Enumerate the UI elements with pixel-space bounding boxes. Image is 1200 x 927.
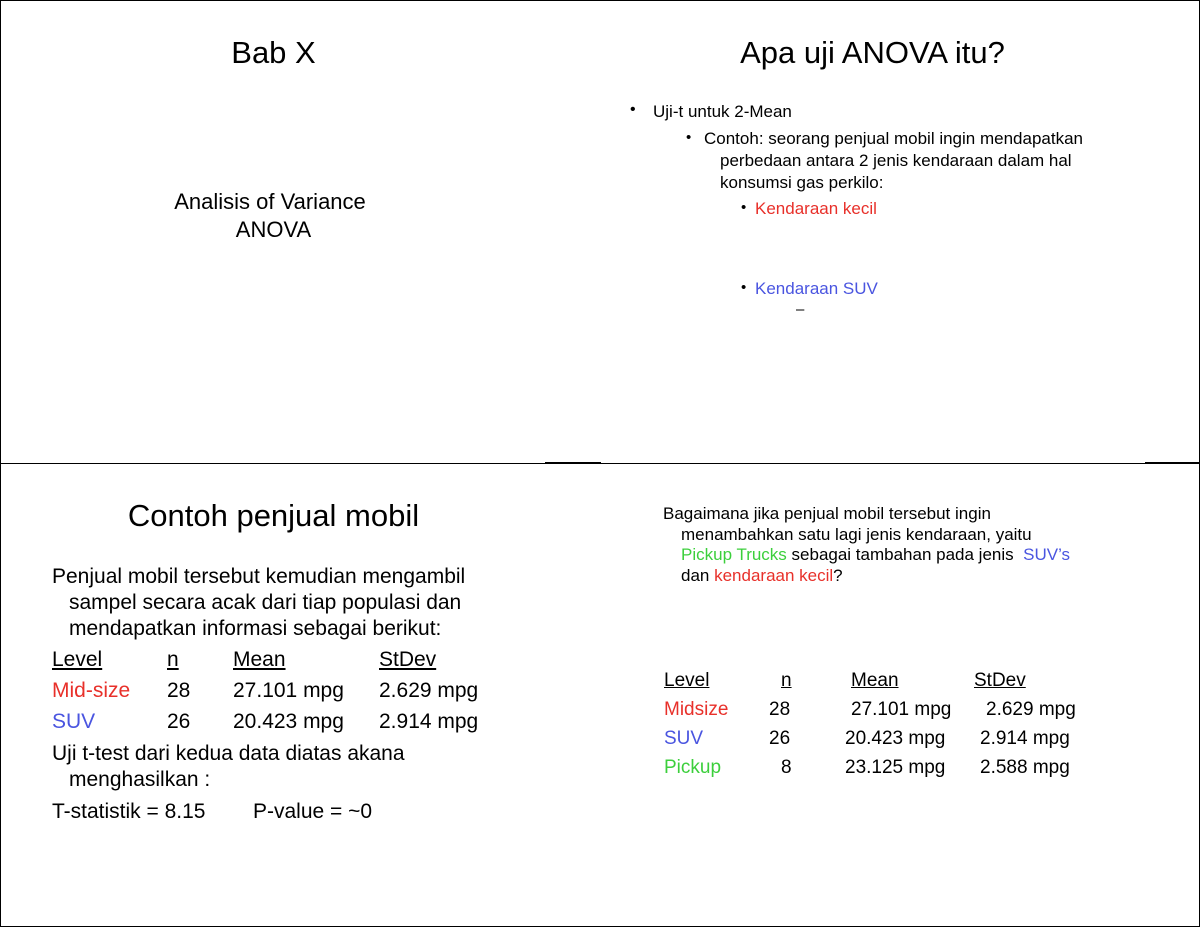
header-level: Level xyxy=(664,670,710,691)
row-mean: 27.101 mpg xyxy=(851,699,952,720)
slide-anova-intro xyxy=(600,0,1200,464)
question-mid-text: sebagai tambahan pada jenis xyxy=(786,545,1019,564)
suvs-text: SUV’s xyxy=(1023,545,1071,564)
dash: – xyxy=(796,301,805,318)
slide1-subtitle-1: Analisis of Variance xyxy=(174,189,366,214)
row-level: SUV xyxy=(52,710,96,733)
slide1-subtitle-2: ANOVA xyxy=(235,217,312,242)
row-stdev: 2.629 mpg xyxy=(379,679,479,702)
header-stdev: StDev xyxy=(974,670,1026,691)
slide3-title: Contoh penjual mobil xyxy=(127,498,420,533)
header-level: Level xyxy=(52,648,103,671)
intro-line-1: Penjual mobil tersebut kemudian mengambil xyxy=(52,565,466,588)
row-mean: 23.125 mpg xyxy=(845,757,946,778)
row-level: Midsize xyxy=(664,699,729,720)
intro-line-3: mendapatkan informasi sebagai berikut: xyxy=(69,617,442,640)
row-mean: 27.101 mpg xyxy=(233,679,344,702)
row-n: 28 xyxy=(167,679,191,702)
row-n: 28 xyxy=(769,699,791,720)
row-n: 26 xyxy=(769,728,791,749)
slide-title xyxy=(0,0,601,464)
bullet-uji-t: Uji-t untuk 2-Mean xyxy=(653,102,792,121)
dan-text: dan xyxy=(681,566,715,585)
slide-contoh xyxy=(0,463,601,927)
question-line-1: Bagaimana jika penjual mobil tersebut ingin xyxy=(663,504,991,523)
header-n: n xyxy=(167,648,179,671)
p-value: P-value = ~0 xyxy=(253,800,373,823)
bullet-glyph: • xyxy=(686,129,692,146)
row-stdev: 2.914 mpg xyxy=(980,728,1070,749)
bullet-glyph: • xyxy=(630,101,636,118)
row-stdev: 2.914 mpg xyxy=(379,710,479,733)
row-level: SUV xyxy=(664,728,704,749)
header-n: n xyxy=(781,670,792,691)
t-statistic: T-statistik = 8.15 xyxy=(52,800,206,823)
row-n: 8 xyxy=(781,757,792,778)
row-stdev: 2.629 mpg xyxy=(986,699,1076,720)
question-mark: ? xyxy=(833,566,843,585)
item-kendaraan-kecil: Kendaraan kecil xyxy=(755,199,877,218)
divider-line xyxy=(1145,462,1200,464)
test-line-1: Uji t-test dari kedua data diatas akana xyxy=(52,742,405,765)
row-mean: 20.423 mpg xyxy=(233,710,344,733)
question-line-3 xyxy=(681,545,1070,565)
slide-three-groups xyxy=(600,463,1200,927)
row-mean: 20.423 mpg xyxy=(845,728,946,749)
sub-bullet-line-1: Contoh: seorang penjual mobil ingin mendapatkan xyxy=(704,129,1083,148)
row-level: Pickup xyxy=(664,757,722,778)
intro-line-2: sampel secara acak dari tiap populasi dan xyxy=(69,591,462,614)
header-stdev: StDev xyxy=(379,648,437,671)
bullet-glyph: • xyxy=(741,279,747,296)
slide2-title: Apa uji ANOVA itu? xyxy=(740,35,1005,70)
divider-line xyxy=(545,462,601,464)
question-line-2: menambahkan satu lagi jenis kendaraan, yaitu xyxy=(681,525,1032,544)
row-level: Mid-size xyxy=(52,679,131,702)
kendaraan-kecil-text: kendaraan kecil xyxy=(714,566,834,585)
bullet-glyph: • xyxy=(741,199,747,216)
sub-bullet-line-2: perbedaan antara 2 jenis kendaraan dalam hal xyxy=(720,151,1072,170)
header-mean: Mean xyxy=(233,648,286,671)
test-line-2: menghasilkan : xyxy=(69,768,211,791)
pickup-trucks-text: Pickup Trucks xyxy=(681,545,787,564)
row-stdev: 2.588 mpg xyxy=(980,757,1070,778)
slide1-title: Bab X xyxy=(231,35,316,70)
question-line-4 xyxy=(681,566,843,586)
sub-bullet-line-3: konsumsi gas perkilo: xyxy=(720,173,884,192)
header-mean: Mean xyxy=(851,670,899,691)
row-n: 26 xyxy=(167,710,191,733)
item-kendaraan-suv: Kendaraan SUV xyxy=(755,279,878,298)
